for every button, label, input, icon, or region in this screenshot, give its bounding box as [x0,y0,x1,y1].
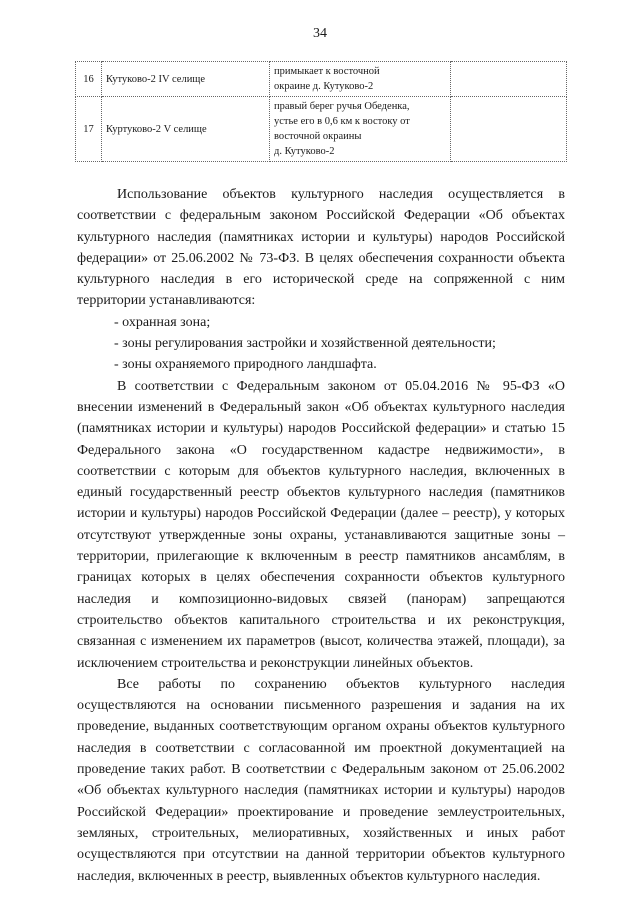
table-row [76,97,567,162]
paragraph-protective-zones: В соответствии с Федеральным законом от 05.04.2016 № 95-ФЗ «О внесении изменений в Федеральный закон «Об объектах культурного наследия (памятниках истории и культуры) народов Российской федерации» и статью 15 Федерального закона «О государственном кадастре недвижимости», в соответствии с которым для объектов культурного наследия, включенных в единый государственный реестр объектов культурного наследия (памятников истории и культуры) народов Российской Федерации (далее – реестр), у которых отсутствуют утвержденные зоны охраны, устанавливаются защитные зоны – территории, прилегающие к включенным в реестр памятников ансамблям, в границах которых в целях обеспечения сохранности объектов культурного наследия и композиционно-видовых связей (панорам) запрещаются строительство объектов капитального строительства и их реконструкция, связанная с изменением их параметров (высот, количества этажей, площади), за исключением строительства и реконструкции линейных объектов. [77,378,565,671]
table-row [76,62,567,97]
location-line: восточной окраины [274,131,362,142]
empty-cell [451,97,567,162]
site-name: Куртуково-2 V селище [102,97,270,162]
list-item: - зоны регулирования застройки и хозяйственной деятельности; [114,336,496,352]
row-number: 16 [76,62,102,97]
list-item: - охранная зона; [114,314,211,330]
heritage-sites-table [75,61,567,162]
location-line: правый берег ручья Обеденка, [274,101,410,112]
row-number: 17 [76,97,102,162]
paragraph-heritage-use: Использование объектов культурного наследия осуществляется в соответствии с федеральным законом Российской Федерации «Об объектах культурного наследия (памятниках истории и культуры) народов Российской федерации» от 25.06.2002 № 73-ФЗ. В целях обеспечения сохранности объекта культурного наследия в его исторической среде на сопряженной с ним территории устанавливаются: [77,187,565,309]
location-line: устье его в 0,6 км к востоку от [274,116,410,127]
page-number: 34 [313,26,327,41]
body-text [77,184,565,887]
site-name: Кутуково-2 IV селище [102,62,270,97]
location-line: примыкает к восточной [274,66,380,77]
site-location [270,62,451,97]
empty-cell [451,62,567,97]
location-line: окраине д. Кутуково-2 [274,81,374,92]
paragraph-works-permission: Все работы по сохранению объектов культурного наследия осуществляются на основании письменного разрешения и задания на их проведение, выданных соответствующим органом охраны объектов культурного наследия в соответствии с согласованной им проектной документацией на проведение таких работ. В соответствии с Федеральным законом от 25.06.2002 «Об объектах культурного наследия (памятниках истории и культуры) народов Российской Федерации» проектирование и проведение землеустроительных, земляных, строительных, мелиоративных, хозяйственных и иных работ осуществляются при отсутствии на данной территории объектов культурного наследия, включенных в реестр, выявленных объектов культурного наследия. [77,676,565,884]
site-location [270,97,451,162]
location-line: д. Кутуково-2 [274,146,335,157]
list-item: - зоны охраняемого природного ландшафта. [114,357,377,373]
